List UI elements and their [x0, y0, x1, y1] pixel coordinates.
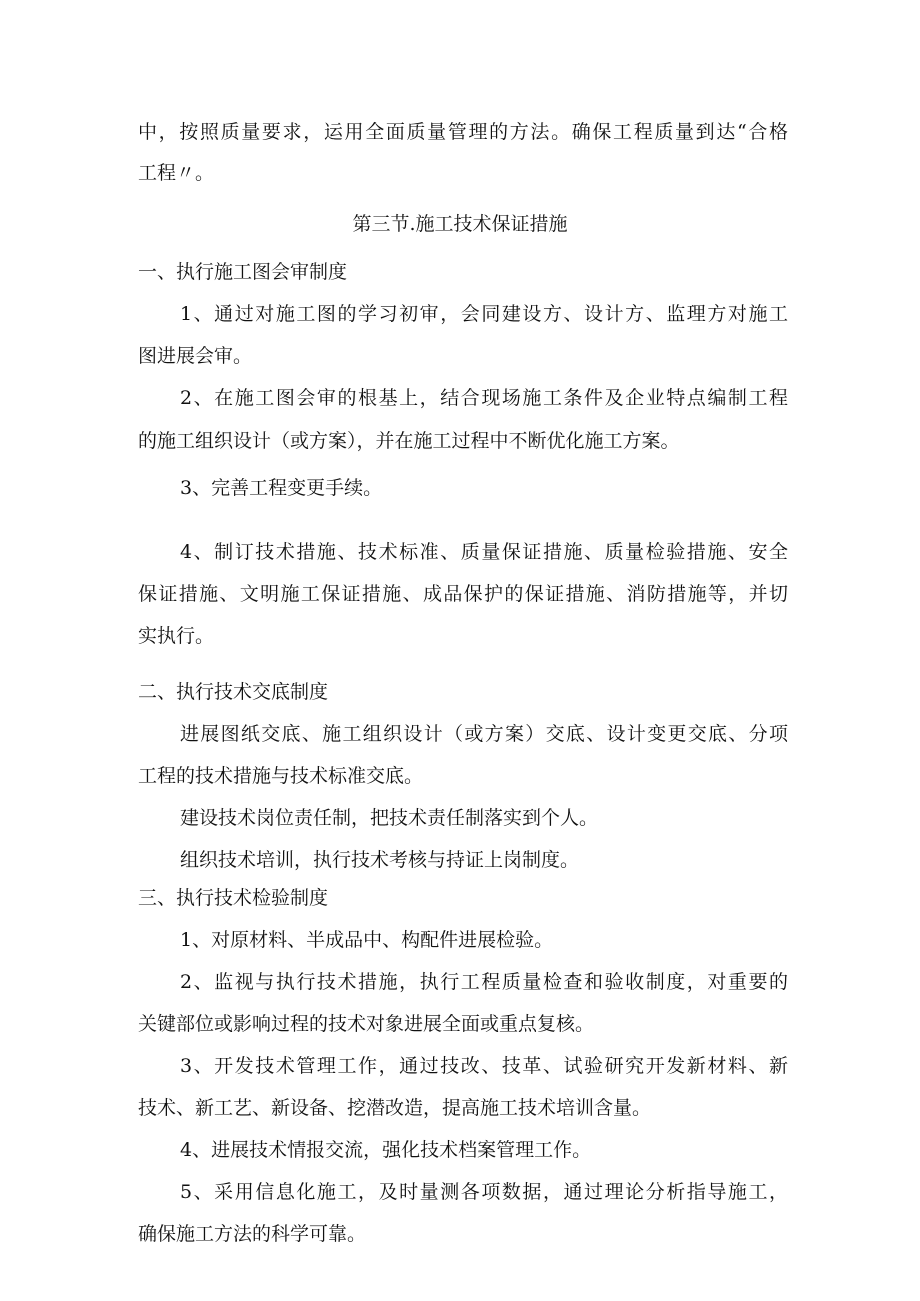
paragraph-line: 2、监视与执行技术措施，执行工程质量检查和验收制度，对重要的 [180, 971, 788, 993]
paragraph-line: 3、完善工程变更手续。 [180, 477, 383, 499]
paragraph-line: 图进展会审。 [138, 345, 253, 367]
paragraph-line: 建设技术岗位责任制，把技术责任制落实到个人。 [180, 807, 599, 829]
paragraph-line: 3、开发技术管理工作，通过技改、技革、试验研究开发新材料、新 [180, 1055, 788, 1077]
paragraph-line: 中，按照质量要求，运用全面质量管理的方法。确保工程质量到达“合格 [138, 121, 788, 143]
section-title: 第三节.施工技术保证措施 [352, 213, 568, 235]
paragraph-line: 1、通过对施工图的学习初审，会同建设方、设计方、监理方对施工 [180, 303, 788, 325]
paragraph-line: 4、制订技术措施、技术标准、质量保证措施、质量检验措施、安全 [180, 541, 788, 563]
subsection-heading: 二、执行技术交底制度 [138, 681, 329, 703]
subsection-heading: 一、执行施工图会审制度 [138, 261, 348, 283]
paragraph-line: 技术、新工艺、新设备、挖潜改造，提高施工技术培训含量。 [138, 1097, 652, 1119]
paragraph-line: 的施工组织设计（或方案），并在施工过程中不断优化施工方案。 [138, 430, 680, 452]
paragraph-line: 确保施工方法的科学可靠。 [138, 1223, 367, 1245]
paragraph-line: 2、在施工图会审的根基上，结合现场施工条件及企业特点编制工程 [180, 387, 788, 409]
paragraph-line: 5、采用信息化施工，及时量测各项数据，通过理论分析指导施工， [180, 1181, 788, 1203]
paragraph-line: 实执行。 [138, 625, 215, 647]
paragraph-line: 4、进展技术情报交流，强化技术档案管理工作。 [180, 1139, 592, 1161]
paragraph-line: 工程的技术措施与技术标准交底。 [138, 765, 424, 787]
paragraph-line: 工程〃。 [138, 162, 215, 184]
subsection-heading: 三、执行技术检验制度 [138, 887, 329, 909]
paragraph-line: 1、对原材料、半成品中、构配件进展检验。 [180, 929, 554, 951]
paragraph-line: 组织技术培训，执行技术考核与持证上岗制度。 [180, 849, 580, 871]
paragraph-line: 保证措施、文明施工保证措施、成品保护的保证措施、消防措施等，并切 [138, 583, 788, 605]
paragraph-line: 关键部位或影响过程的技术对象进展全面或重点复核。 [138, 1013, 595, 1035]
paragraph-line: 进展图纸交底、施工组织设计（或方案）交底、设计变更交底、分项 [180, 723, 788, 745]
